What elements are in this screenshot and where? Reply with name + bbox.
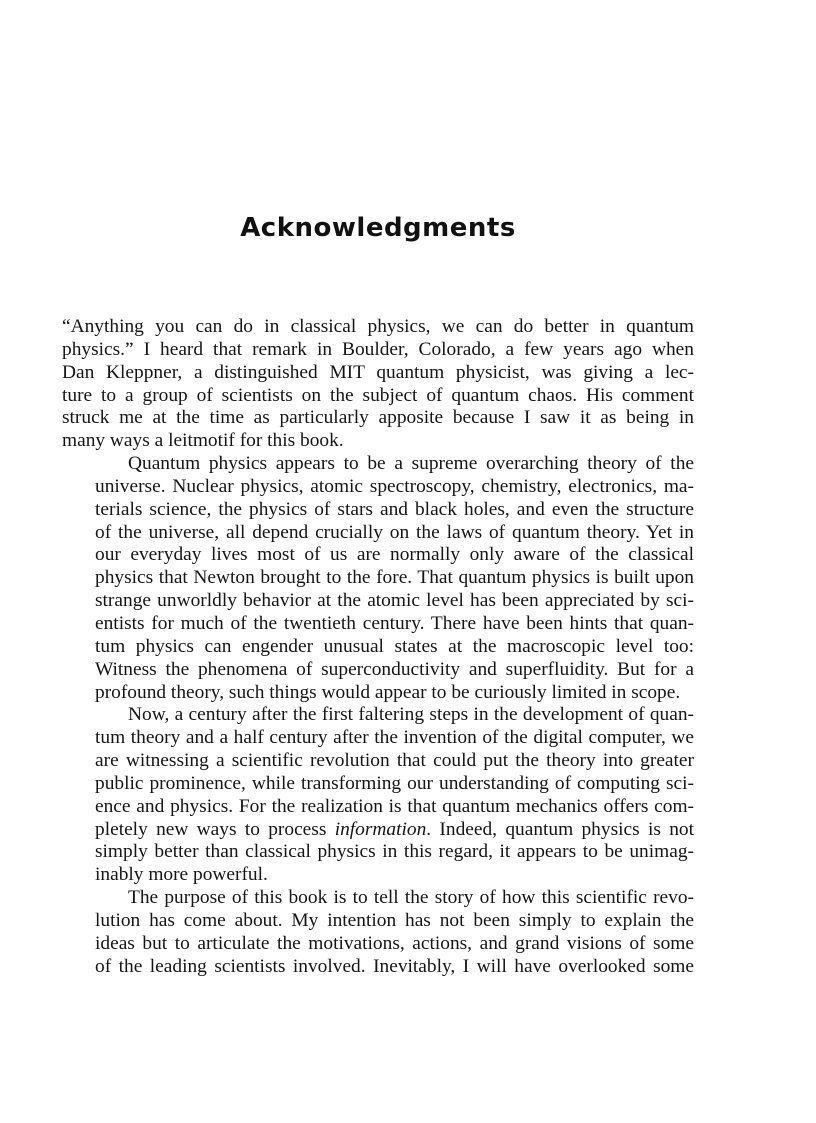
text-line: entists for much of the twentieth century. There have been hints that quan- — [95, 612, 694, 634]
emphasized-word: information — [334, 818, 427, 840]
paragraph — [62, 704, 694, 887]
text-line: tum theory and a half century after the invention of the digital computer, we — [95, 727, 694, 749]
text-line: struck me at the time as particularly apposite because I saw it as being in — [62, 407, 694, 429]
text-line: The purpose of this book is to tell the story of how this scientific revo- — [128, 887, 694, 909]
text-line: simply better than classical physics in this regard, it appears to be unimag- — [95, 841, 694, 863]
text-line: physics that Newton brought to the fore. That quantum physics is built upon — [95, 567, 694, 589]
paragraph — [62, 316, 694, 453]
text-line: ture to a group of scientists on the subject of quantum chaos. His comment — [62, 384, 694, 406]
text-line: universe. Nuclear physics, atomic spectroscopy, chemistry, electronics, ma- — [95, 475, 694, 497]
page-title: Acknowledgments — [240, 213, 516, 243]
paragraph — [62, 887, 694, 978]
text-line: public prominence, while transforming our understanding of computing sci- — [95, 772, 694, 794]
body-text — [62, 316, 694, 978]
paragraph — [62, 453, 694, 704]
text-line: Quantum physics appears to be a supreme overarching theory of the — [128, 453, 694, 475]
text-line: are witnessing a scientific revolution that could put the theory into greater — [95, 750, 694, 772]
text-line: profound theory, such things would appear to be curiously limited in scope. — [95, 681, 681, 703]
text-line: lution has come about. My intention has not been simply to explain the — [95, 909, 694, 931]
text-line: Witness the phenomena of superconductivity and superfluidity. But for a — [95, 658, 694, 680]
text-line: Dan Kleppner, a distinguished MIT quantum physicist, was giving a lec- — [62, 361, 694, 383]
text-line: tum physics can engender unusual states at the macroscopic level too: — [95, 635, 694, 657]
text-line: terials science, the physics of stars and black holes, and even the structure — [95, 498, 694, 520]
text-line: physics.” I heard that remark in Boulder, Colorado, a few years ago when — [62, 338, 694, 360]
text-line: strange unworldly behavior at the atomic level has been appreciated by sci- — [95, 590, 694, 612]
text-line: of the universe, all depend crucially on the laws of quantum theory. Yet in — [95, 521, 694, 543]
text-line: “Anything you can do in classical physics, we can do better in quantum — [62, 316, 694, 337]
text-line: ideas but to articulate the motivations, actions, and grand visions of some — [95, 932, 694, 954]
text-line: many ways a leitmotif for this book. — [62, 430, 344, 452]
text-line: our everyday lives most of us are normally only aware of the classical — [95, 544, 694, 566]
text-line: inably more powerful. — [95, 864, 268, 886]
text-line: Now, a century after the first faltering steps in the development of quan- — [128, 704, 694, 726]
text-line: ence and physics. For the realization is that quantum mechanics offers com- — [95, 795, 694, 817]
text-line: pletely new ways to process information. Indeed, quantum physics is not — [95, 818, 694, 840]
text-line: of the leading scientists involved. Inevitably, I will have overlooked some — [95, 955, 694, 977]
